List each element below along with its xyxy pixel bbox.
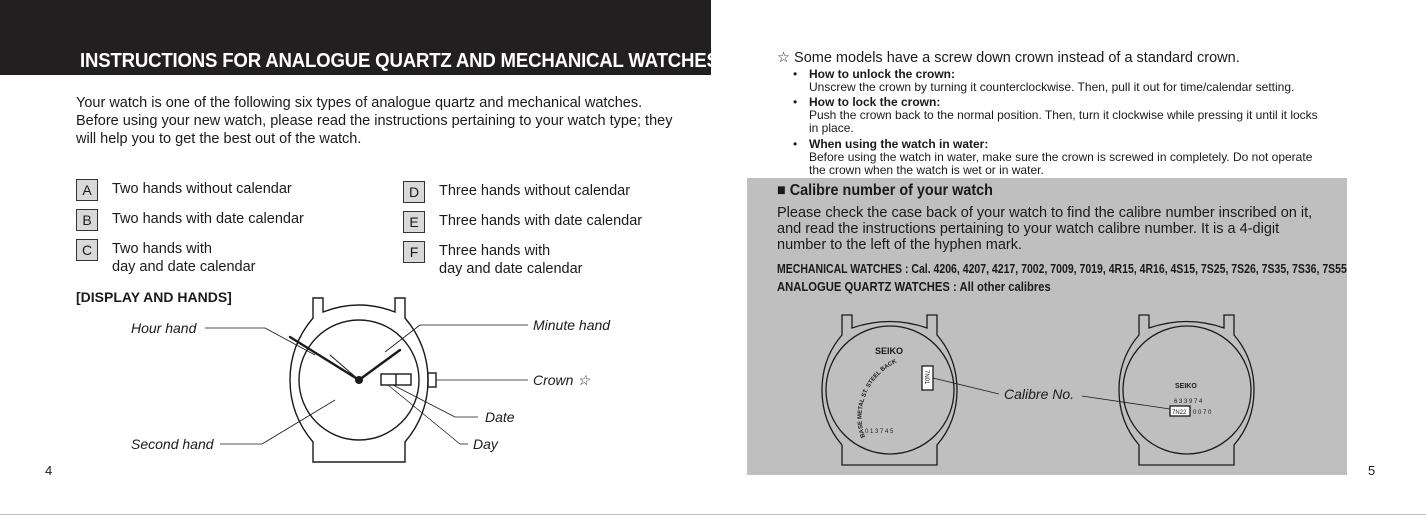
caseback-ring-text: BASE METAL ST. STEEL BACK	[857, 358, 898, 439]
type-label: Two hands with date calendar	[112, 211, 304, 227]
hour-hand-label: Hour hand	[131, 320, 197, 336]
section-text: Please check the case back of your watch to find the calibre number inscribed on it, and read the instructions pertaining to your watch calibre number. It is a 4-digit number to the left of the hyphen mark.	[777, 205, 1313, 253]
caseback-brand: SEIKO	[875, 346, 904, 356]
type-label: Two hands without calendar	[112, 181, 292, 197]
second-hand	[330, 355, 359, 380]
type-label: Three hands with day and date calendar	[439, 243, 583, 277]
caseback-diagram	[747, 300, 1347, 475]
minute-hand	[359, 350, 400, 380]
bullet-text: Unscrew the crown by turning it counterclockwise. Then, pull it out for time/calendar setting.	[809, 80, 1295, 94]
caseback-right-brand: SEIKO	[1175, 383, 1197, 390]
type-letter-box: F	[403, 241, 425, 263]
minute-hand-label: Minute hand	[533, 317, 611, 333]
type-label: Three hands with date calendar	[439, 213, 643, 229]
quartz-calibres: ANALOGUE QUARTZ WATCHES : All other calibres	[777, 280, 1051, 294]
date-label: Date	[485, 409, 515, 425]
type-letter-box: A	[76, 179, 98, 201]
page-number-right: 5	[1368, 463, 1376, 478]
bullet-title: How to unlock the crown:	[809, 67, 955, 81]
caseback-left-case	[822, 315, 957, 465]
intro-line: Before using your new watch, please read the instructions pertaining to your watch type; they	[76, 113, 673, 129]
bullet-unlock: • How to unlock the crown: Unscrew the crown by turning it counterclockwise. Then, pull it out for time/calendar setting.	[797, 68, 1327, 94]
bullet-title: How to lock the crown:	[809, 95, 941, 109]
type-label: Three hands without calendar	[439, 183, 631, 199]
bottom-rule	[0, 514, 1426, 515]
calibre-leader-left	[933, 378, 999, 394]
type-label: Two hands with day and date calendar	[112, 241, 256, 275]
section-title: ■ Calibre number of your watch	[777, 182, 993, 199]
caseback-right-box-code: 7N22	[1172, 410, 1187, 416]
second-hand-label: Second hand	[131, 436, 214, 452]
caseback-box-code: 7N01	[923, 370, 929, 385]
caseback-serial-left: 0 1 3 7 4 5	[865, 429, 894, 435]
display-heading: [DISPLAY AND HANDS]	[76, 289, 232, 305]
caseback-right-serial: 6 3 3 9 7 4	[1174, 399, 1203, 405]
screw-crown-note: ☆ Some models have a screw down crown instead of a standard crown.	[777, 50, 1240, 66]
center-pin	[355, 376, 363, 384]
caseback-right-dial	[1123, 326, 1251, 454]
bullet-text: Push the crown back to the normal position. Then, turn it clockwise while pressing it until it locks in place.	[809, 108, 1318, 135]
intro-line: Your watch is one of the following six types of analogue quartz and mechanical watches.	[76, 95, 643, 111]
page-title: INSTRUCTIONS FOR ANALOGUE QUARTZ AND MECHANICAL WATCHES	[80, 50, 719, 72]
type-letter-box: B	[76, 209, 98, 231]
mechanical-calibres: MECHANICAL WATCHES : Cal. 4206, 4207, 4217, 7002, 7009, 7019, 4R15, 4R16, 4S15, 7S25, 7S26, 7S35, 7S36, 7S55	[777, 262, 1347, 276]
day-label: Day	[473, 436, 498, 452]
bullet-water: • When using the watch in water: Before using the watch in water, make sure the crown is screwed in completely. Do not operate the crown when the watch is wet or in water.	[797, 138, 1327, 177]
intro-line: will help you to get the best out of the watch.	[76, 131, 362, 147]
calibre-label: Calibre No.	[1004, 386, 1075, 402]
caseback-right-suffix: 0 0 7 0	[1193, 410, 1212, 416]
caseback-right-case	[1119, 315, 1254, 465]
type-letter-box: D	[403, 181, 425, 203]
watch-face-diagram	[0, 0, 711, 517]
hour-hand	[290, 337, 359, 380]
type-letter-box: E	[403, 211, 425, 233]
crown	[428, 373, 436, 387]
date-leader	[393, 385, 455, 417]
crown-label: Crown ☆	[533, 372, 590, 388]
day-leader	[388, 385, 460, 444]
page-number-left: 4	[45, 463, 53, 478]
type-letter-box: C	[76, 239, 98, 261]
bullet-title: When using the watch in water:	[809, 137, 989, 151]
bullet-text: Before using the watch in water, make sure the crown is screwed in completely. Do not operate the crown when the watch is wet or in water.	[809, 150, 1313, 177]
bullet-lock: • How to lock the crown: Push the crown back to the normal position. Then, turn it clockwise while pressing it until it locks in place.	[797, 96, 1327, 135]
calibre-leader-right	[1082, 396, 1170, 409]
